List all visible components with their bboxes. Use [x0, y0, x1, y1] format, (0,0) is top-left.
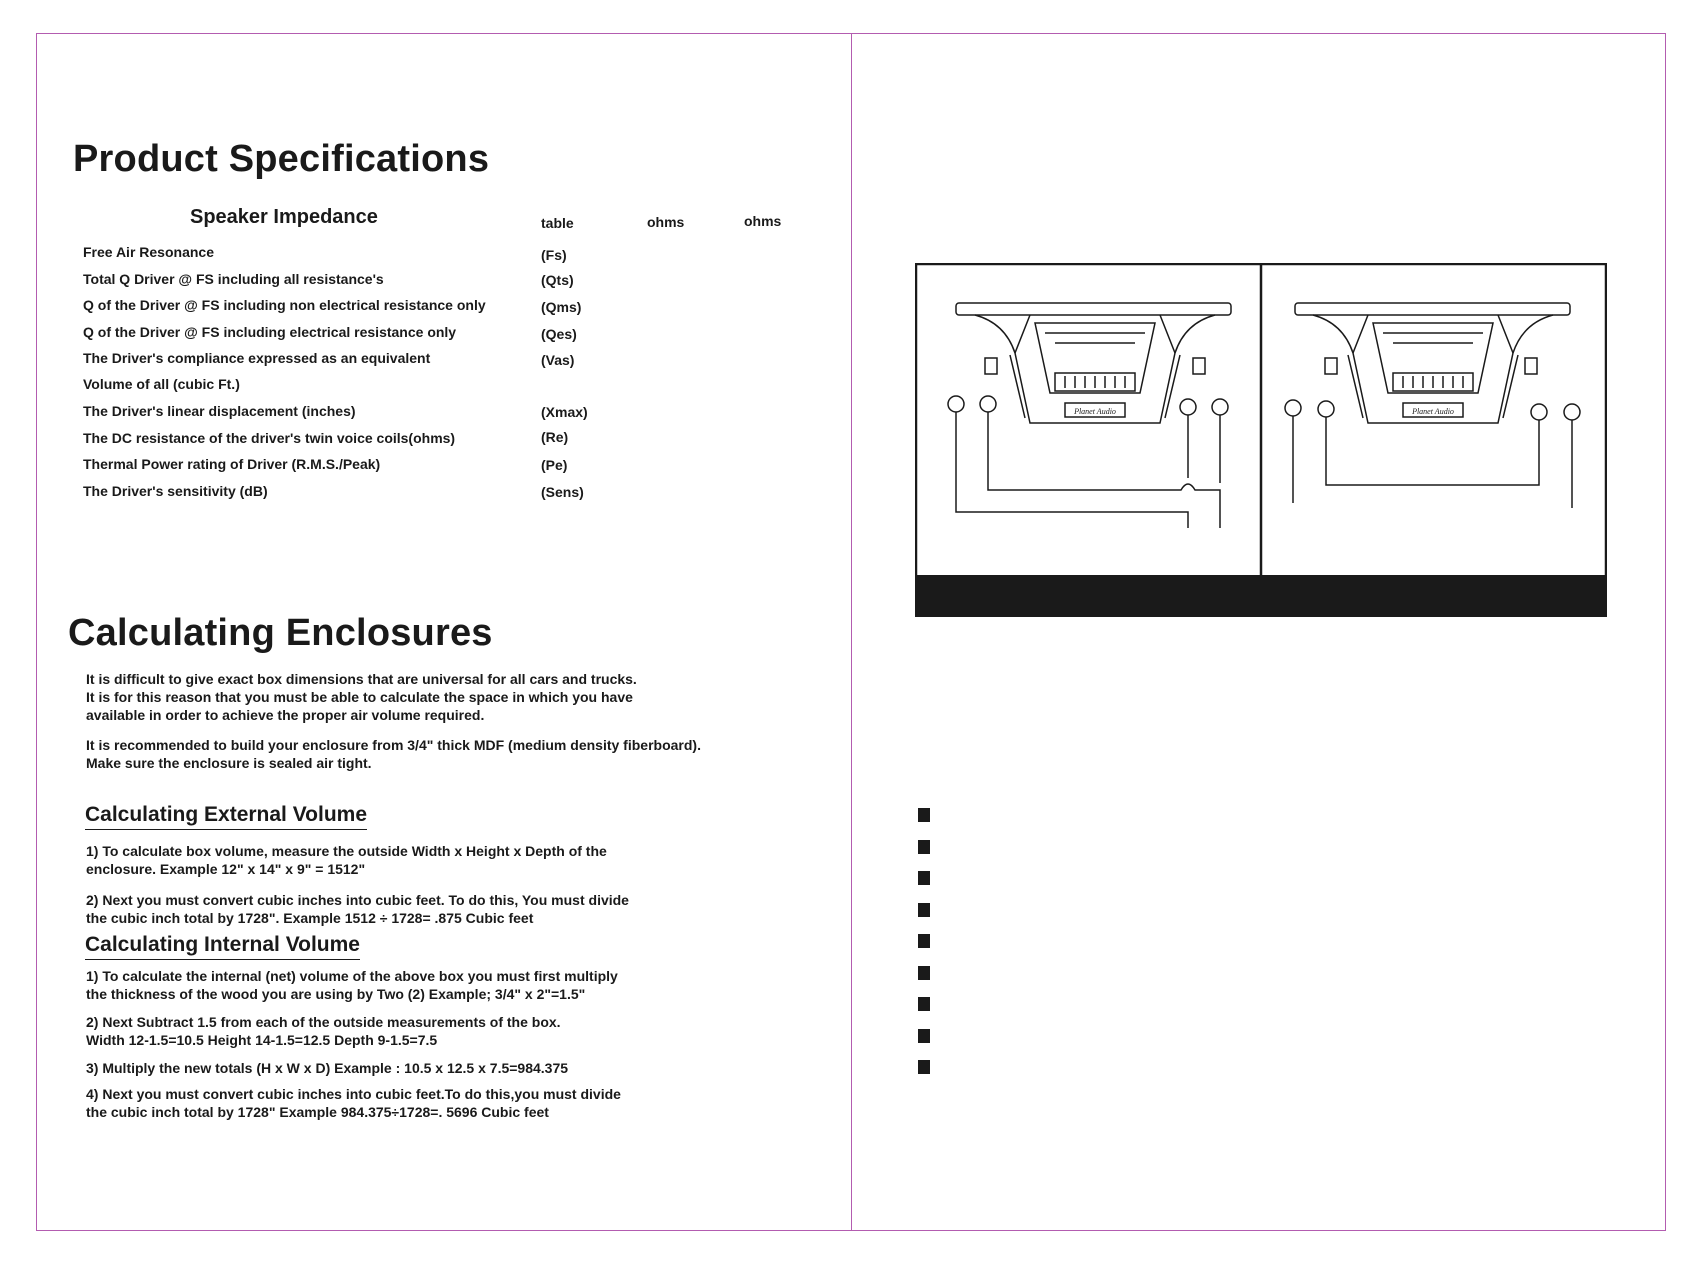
bullet-square	[918, 1029, 930, 1043]
text-line: It is for this reason that you must be able to calculate the space in which you have	[86, 689, 633, 705]
bullet-square	[918, 997, 930, 1011]
bullet-square	[918, 1060, 930, 1074]
spec-label: The DC resistance of the driver's twin voice coils(ohms)	[83, 430, 456, 446]
bullet-square	[918, 966, 930, 980]
spec-abbr: (Qts)	[541, 272, 574, 288]
spec-abbr: (Qes)	[541, 326, 577, 342]
text-line: enclosure. Example 12" x 14" x 9" = 1512"	[86, 861, 366, 877]
intro-paragraph-2	[86, 736, 701, 772]
spec-abbr: (Qms)	[541, 299, 582, 315]
spec-label: The Driver's sensitivity (dB)	[83, 483, 268, 499]
internal-step-3	[86, 1059, 568, 1077]
impedance-heading: Speaker Impedance	[190, 206, 378, 228]
bullet-square	[918, 840, 930, 854]
internal-volume-heading: Calculating Internal Volume	[85, 933, 360, 960]
bullet-square	[918, 871, 930, 885]
text-line: available in order to achieve the proper air volume required.	[86, 707, 485, 723]
internal-step-4	[86, 1085, 621, 1121]
speaker-logo-left: Planet Audio	[1074, 407, 1116, 416]
spec-label: Thermal Power rating of Driver (R.M.S./Peak)	[83, 456, 381, 472]
col-ohms-2: ohms	[744, 213, 782, 229]
specs-title: Product Specifications	[73, 138, 490, 180]
bullet-square	[918, 903, 930, 917]
col-table: table	[541, 215, 574, 231]
bullet-square	[918, 808, 930, 822]
bullet-square	[918, 934, 930, 948]
spec-label: Q of the Driver @ FS including electrical resistance only	[83, 324, 457, 340]
text-line: Make sure the enclosure is sealed air tight.	[86, 755, 372, 771]
spec-abbr: (Xmax)	[541, 404, 588, 420]
spec-label: The Driver's compliance expressed as an equivalent	[83, 350, 431, 366]
spec-abbr: (Pe)	[541, 457, 568, 473]
text-line: It is difficult to give exact box dimensions that are universal for all cars and trucks.	[86, 671, 637, 687]
text-line: the cubic inch total by 1728". Example 1512 ÷ 1728= .875 Cubic feet	[86, 910, 534, 926]
external-step-1	[86, 842, 607, 878]
spec-label: Total Q Driver @ FS including all resistance's	[83, 271, 384, 287]
text-line: 2) Next Subtract 1.5 from each of the outside measurements of the box.	[86, 1014, 561, 1030]
text-line: the thickness of the wood you are using by Two (2) Example; 3/4" x 2"=1.5"	[86, 986, 586, 1002]
page-divider	[851, 33, 852, 1231]
text-line: 3) Multiply the new totals (H x W x D) Example : 10.5 x 12.5 x 7.5=984.375	[86, 1060, 569, 1076]
external-volume-heading: Calculating External Volume	[85, 803, 367, 830]
text-line: 1) To calculate the internal (net) volume of the above box you must first multiply	[86, 968, 618, 984]
enclosures-title: Calculating Enclosures	[68, 612, 493, 654]
internal-step-2	[86, 1013, 561, 1049]
text-line: 1) To calculate box volume, measure the outside Width x Height x Depth of the	[86, 843, 607, 859]
spec-abbr: (Re)	[541, 429, 569, 445]
intro-paragraph-1	[86, 670, 637, 724]
text-line: 4) Next you must convert cubic inches into cubic feet.To do this,you must divide	[86, 1086, 621, 1102]
spec-label: Q of the Driver @ FS including non electrical resistance only	[83, 297, 486, 313]
text-line: Width 12-1.5=10.5 Height 14-1.5=12.5 Depth 9-1.5=7.5	[86, 1032, 438, 1048]
spec-label: Free Air Resonance	[83, 244, 214, 260]
spec-label: The Driver's linear displacement (inches)	[83, 403, 356, 419]
col-ohms-1: ohms	[647, 214, 685, 230]
text-line: It is recommended to build your enclosure from 3/4" thick MDF (medium density fiberboard).	[86, 737, 701, 753]
spec-abbr: (Vas)	[541, 352, 575, 368]
speaker-logo-right: Planet Audio	[1412, 407, 1454, 416]
diagram-black-band	[915, 575, 1607, 617]
spec-abbr: (Sens)	[541, 484, 584, 500]
spec-label: Volume of all (cubic Ft.)	[83, 376, 240, 392]
internal-step-1	[86, 967, 618, 1003]
external-step-2	[86, 891, 629, 927]
spec-abbr: (Fs)	[541, 247, 567, 263]
text-line: the cubic inch total by 1728" Example 984.375÷1728=. 5696 Cubic feet	[86, 1104, 549, 1120]
text-line: 2) Next you must convert cubic inches into cubic feet. To do this, You must divide	[86, 892, 629, 908]
wiring-diagram	[915, 263, 1607, 617]
